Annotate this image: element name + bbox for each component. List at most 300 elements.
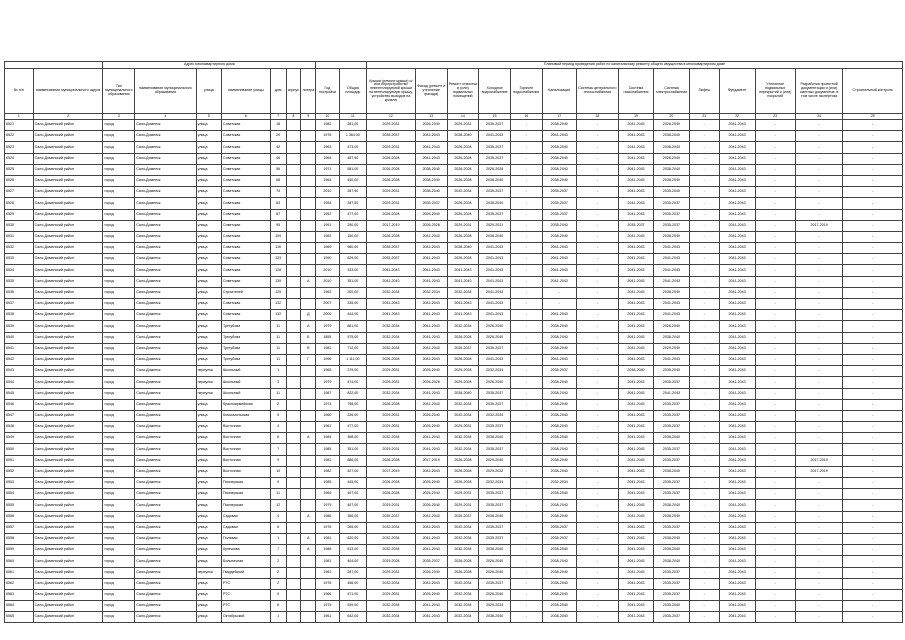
table-cell: -	[689, 377, 719, 388]
table-cell: -	[755, 142, 795, 153]
table-cell: Сало-Доменск	[135, 377, 196, 388]
table-row	[5, 489, 903, 500]
table-row	[5, 153, 903, 164]
table-cell: -	[689, 556, 719, 567]
table-cell: 2038-2040	[479, 612, 511, 623]
table-cell: 2	[270, 556, 286, 567]
table-cell: 2038-2040	[542, 567, 576, 578]
table-cell: 2041-2043	[619, 187, 654, 198]
column-header: Холодное водоснабжение	[479, 69, 511, 114]
table-cell: -	[511, 466, 543, 477]
table-cell	[301, 377, 316, 388]
table-cell: 1982	[316, 120, 339, 131]
table-cell: 2038-2040	[542, 466, 576, 477]
table-cell: 2041-2043	[415, 533, 447, 544]
table-cell: -	[843, 522, 903, 533]
table-cell: 2038-2040	[542, 332, 576, 343]
table-cell: 2038-2040	[542, 511, 576, 522]
table-cell: Сало-Доменский район	[33, 243, 103, 254]
table-cell: 2041-2043	[619, 321, 654, 332]
table-cell: -	[576, 556, 618, 567]
table-cell: 68	[270, 175, 286, 186]
table-cell: 9	[270, 478, 286, 489]
table-cell	[286, 321, 301, 332]
table-cell: 2041-2043	[719, 209, 755, 220]
table-cell: -	[755, 556, 795, 567]
table-cell: 109	[270, 231, 286, 242]
table-cell: -	[755, 131, 795, 142]
table-cell: Сало-Доменск	[135, 466, 196, 477]
column-header: Канализация	[542, 69, 576, 114]
table-cell: Сало-Доменский район	[33, 556, 103, 567]
table-cell: -	[795, 612, 843, 623]
column-number: 17	[542, 114, 576, 120]
table-cell: 2026-2040	[479, 589, 511, 600]
table-cell: город	[103, 433, 135, 444]
table-cell: 2041-2043	[719, 354, 755, 365]
table-cell: 2032-2034	[447, 287, 479, 298]
table-cell: -	[755, 422, 795, 433]
table-cell: РТС	[222, 578, 271, 589]
table-cell	[301, 567, 316, 578]
table-cell: 351,00	[339, 276, 367, 287]
table-cell: 1991	[316, 220, 339, 231]
header-group-row	[5, 62, 903, 69]
table-cell: -	[843, 545, 903, 556]
table-cell: 6564	[5, 601, 34, 612]
table-cell: 2041-2043	[719, 287, 755, 298]
table-cell	[286, 489, 301, 500]
table-cell: 2041-2043	[619, 455, 654, 466]
table-cell	[286, 444, 301, 455]
table-cell: город	[103, 478, 135, 489]
table-cell: 2038-2040	[542, 231, 576, 242]
column-header: Лифты	[689, 69, 719, 114]
table-cell: Сало-Доменск	[135, 354, 196, 365]
table-cell: -	[843, 444, 903, 455]
table-cell: 2041-2043	[719, 321, 755, 332]
table-cell: город	[103, 265, 135, 276]
table-cell: улица	[196, 601, 221, 612]
table-cell: город	[103, 310, 135, 321]
table-cell: 12	[270, 500, 286, 511]
table-cell: 2041-2043	[619, 198, 654, 209]
table-cell: 2026-2028	[447, 354, 479, 365]
table-cell: 2035-2037	[415, 556, 447, 567]
table-cell: -	[511, 399, 543, 410]
table-cell: -	[843, 399, 903, 410]
table-cell: -	[755, 299, 795, 310]
table-cell: Комсомольская	[222, 410, 271, 421]
table-cell: 2041-2043	[719, 422, 755, 433]
table-cell: Строителей	[222, 287, 271, 298]
table-cell: -	[576, 533, 618, 544]
table-cell: 2041-2043	[719, 164, 755, 175]
table-cell: -	[795, 287, 843, 298]
table-cell: город	[103, 287, 135, 298]
table-cell: -	[511, 187, 543, 198]
table-cell: -	[843, 388, 903, 399]
table-cell	[301, 466, 316, 477]
table-cell: 2026-2040	[415, 500, 447, 511]
table-cell: 407,00	[339, 489, 367, 500]
table-cell: 2038-2040	[542, 120, 576, 131]
table-cell: 2041-2043	[415, 243, 447, 254]
table-cell: Сало-Доменск	[135, 601, 196, 612]
table-cell: Сало-Доменский район	[33, 164, 103, 175]
table-cell	[286, 243, 301, 254]
table-cell: -	[755, 153, 795, 164]
table-cell: Сало-Доменский район	[33, 343, 103, 354]
table-cell: 2032-2034	[367, 533, 416, 544]
table-cell: 820,00	[339, 533, 367, 544]
table-cell: 2038-2040	[542, 388, 576, 399]
table-cell: 2041-2043	[719, 601, 755, 612]
table-cell: -	[576, 489, 618, 500]
table-cell: 2035-2037	[542, 187, 576, 198]
table-cell: -	[576, 131, 618, 142]
table-cell: -	[843, 187, 903, 198]
table-cell: -	[511, 578, 543, 589]
table-cell: город	[103, 243, 135, 254]
table-cell: 2041-2043	[719, 578, 755, 589]
table-cell	[301, 489, 316, 500]
table-cell: 2038-2040	[542, 343, 576, 354]
table-cell	[301, 198, 316, 209]
table-row	[5, 131, 903, 142]
table-cell: 2041-2043	[415, 388, 447, 399]
table-cell: 2038-2040	[542, 612, 576, 623]
column-header: № п/п	[5, 69, 34, 114]
table-cell: 2041-2043	[619, 164, 654, 175]
table-cell: 74	[270, 187, 286, 198]
table-cell: 6542	[5, 354, 34, 365]
header-group-address: Адрес многоквартирного дома	[103, 62, 316, 69]
table-cell: Сало-Доменск	[135, 556, 196, 567]
column-number: 12	[367, 114, 416, 120]
table-cell: 2041-2043	[479, 243, 511, 254]
table-cell	[301, 410, 316, 421]
table-cell: Сало-Доменск	[135, 120, 196, 131]
table-cell: 265,00	[339, 522, 367, 533]
table-cell: 2026-2028	[447, 209, 479, 220]
table-cell: -	[795, 511, 843, 522]
table-cell: 2041-2043	[653, 276, 689, 287]
table-row	[5, 287, 903, 298]
table-row	[5, 299, 903, 310]
table-cell: 1962	[316, 567, 339, 578]
table-cell: -	[511, 366, 543, 377]
table-row	[5, 444, 903, 455]
table-cell: -	[755, 388, 795, 399]
table-cell: Сало-Доменский район	[33, 388, 103, 399]
table-cell: 2038-2040	[653, 175, 689, 186]
table-cell: город	[103, 131, 135, 142]
table-cell: 1979	[316, 321, 339, 332]
table-cell: 445,00	[339, 478, 367, 489]
table-cell: 2038-2040	[653, 231, 689, 242]
table-cell: 2041-2043	[367, 265, 416, 276]
table-cell	[286, 601, 301, 612]
table-cell: 2026-2028	[367, 164, 416, 175]
table-cell: 1	[270, 533, 286, 544]
table-cell: 46	[270, 153, 286, 164]
table-cell: 1979	[316, 377, 339, 388]
table-cell: 2035-2037	[653, 209, 689, 220]
table-cell: 2041-2043	[619, 533, 654, 544]
table-cell: Сало-Доменск	[135, 422, 196, 433]
table-cell: 2041-2043	[619, 120, 654, 131]
table-cell: 2038-2040	[542, 500, 576, 511]
table-cell: 2041-2043	[619, 276, 654, 287]
table-cell: 2035-2037	[367, 254, 416, 265]
table-cell: Советская	[222, 164, 271, 175]
table-cell: 712,00	[339, 343, 367, 354]
table-cell: Сало-Доменск	[135, 545, 196, 556]
table-cell: 6526	[5, 175, 34, 186]
table-cell: -	[576, 220, 618, 231]
table-cell: -	[795, 388, 843, 399]
table-cell: -	[689, 388, 719, 399]
table-cell	[301, 209, 316, 220]
table-cell: Школьный	[222, 366, 271, 377]
table-cell: -	[843, 142, 903, 153]
table-cell: -	[843, 455, 903, 466]
table-cell: Сало-Доменск	[135, 522, 196, 533]
table-cell: 2041-2043	[719, 254, 755, 265]
table-cell: 2041-2043	[719, 220, 755, 231]
table-cell: 2038-2040	[653, 142, 689, 153]
table-cell	[286, 589, 301, 600]
table-cell: 2029-2040	[653, 343, 689, 354]
table-cell: Советская	[222, 276, 271, 287]
table-cell: город	[103, 187, 135, 198]
table-cell: А	[301, 545, 316, 556]
table-cell: Сало-Доменский район	[33, 287, 103, 298]
table-cell: 2041-2043	[542, 354, 576, 365]
table-cell: 2041-2043	[542, 310, 576, 321]
table-cell: улица	[196, 478, 221, 489]
table-cell	[301, 612, 316, 623]
table-cell: 2041-2043	[415, 332, 447, 343]
table-cell: 2026-2028	[447, 556, 479, 567]
table-cell: -	[511, 567, 543, 578]
table-cell: -	[843, 198, 903, 209]
column-header: Система электроснабжения	[653, 69, 689, 114]
table-cell: 2038-2040	[653, 466, 689, 477]
table-cell: 2035-2040	[542, 220, 576, 231]
table-cell: город	[103, 299, 135, 310]
table-cell: 2041-2043	[719, 556, 755, 567]
table-cell	[286, 533, 301, 544]
table-cell: 2038-2040	[542, 142, 576, 153]
table-cell: 2038-2040	[447, 388, 479, 399]
table-cell: -	[755, 231, 795, 242]
table-cell: Сало-Доменск	[135, 164, 196, 175]
table-cell: город	[103, 567, 135, 578]
table-cell: 6544	[5, 377, 34, 388]
table-cell: 2032-2034	[367, 332, 416, 343]
table-cell: 539,00	[339, 601, 367, 612]
table-cell: 2038-2040	[479, 433, 511, 444]
table-cell: 2038-2040	[415, 187, 447, 198]
table-cell: 2017-2019	[795, 466, 843, 477]
table-cell: -	[689, 142, 719, 153]
table-cell: 2041-2043	[619, 601, 654, 612]
table-cell: 2038-2040	[542, 321, 576, 332]
table-cell: 1986	[316, 511, 339, 522]
column-number: 5	[196, 114, 221, 120]
table-cell: 2041-2043	[719, 377, 755, 388]
table-cell: -	[795, 545, 843, 556]
table-cell: 2041-2043	[719, 433, 755, 444]
table-cell: 2041-2043	[619, 466, 654, 477]
table-cell: 642,00	[339, 612, 367, 623]
table-cell: 2035-2037	[653, 578, 689, 589]
column-header: наименование улицы	[222, 69, 271, 114]
table-cell: -	[843, 343, 903, 354]
table-cell: 980,00	[339, 243, 367, 254]
table-cell	[301, 120, 316, 131]
table-cell: 2032-2034	[447, 410, 479, 421]
table-cell: 2032-2034	[447, 545, 479, 556]
table-cell: улица	[196, 466, 221, 477]
table-cell: 2041-2043	[479, 354, 511, 365]
table-cell: -	[795, 164, 843, 175]
table-cell: Сало-Доменск	[135, 567, 196, 578]
table-cell: -	[689, 511, 719, 522]
table-cell: 2026-2028	[447, 466, 479, 477]
table-cell	[286, 299, 301, 310]
table-row	[5, 567, 903, 578]
table-cell	[286, 433, 301, 444]
table-cell: Сало-Доменск	[135, 478, 196, 489]
table-cell: 1961	[316, 612, 339, 623]
table-cell: 575,00	[339, 332, 367, 343]
table-cell: 2032-2034	[447, 522, 479, 533]
table-cell: 2041-2043	[653, 265, 689, 276]
table-cell: 2035-2037	[479, 533, 511, 544]
table-cell: Сало-Доменский район	[33, 455, 103, 466]
table-cell	[301, 444, 316, 455]
column-header: Система центрального теплоснабжения	[576, 69, 618, 114]
table-cell: 2032-2034	[447, 589, 479, 600]
table-cell: 2032-2034	[415, 287, 447, 298]
table-cell: 2026-2028	[415, 220, 447, 231]
table-cell: Сало-Доменский район	[33, 265, 103, 276]
table-cell: 2026-2028	[415, 377, 447, 388]
table-cell: -	[689, 601, 719, 612]
column-number: 1	[5, 114, 34, 120]
table-cell: 2032-2034	[367, 433, 416, 444]
table-cell: улица	[196, 500, 221, 511]
table-cell: -	[795, 567, 843, 578]
table-cell: 822,00	[339, 388, 367, 399]
table-cell: 2035-2037	[479, 343, 511, 354]
table-cell: 2041-2043	[415, 321, 447, 332]
table-cell: Трегубова	[222, 343, 271, 354]
table-cell: 1965	[316, 366, 339, 377]
table-cell: -	[755, 612, 795, 623]
table-row	[5, 231, 903, 242]
table-cell: Сало-Доменск	[135, 310, 196, 321]
table-cell: 83	[270, 198, 286, 209]
table-cell: 6525	[5, 164, 34, 175]
table-cell: 2010	[316, 187, 339, 198]
table-cell: Сало-Доменск	[135, 265, 196, 276]
table-cell: 2041-2043	[653, 354, 689, 365]
table-cell: Д	[301, 310, 316, 321]
table-cell: -	[511, 276, 543, 287]
table-cell: 1981	[316, 556, 339, 567]
table-cell: -	[689, 422, 719, 433]
table-cell: Сало-Доменский район	[33, 131, 103, 142]
table-cell: 2038-2040	[479, 175, 511, 186]
table-cell: Сало-Доменский район	[33, 198, 103, 209]
table-cell: улица	[196, 276, 221, 287]
table-cell: 2035-2037	[447, 343, 479, 354]
table-cell: -	[843, 612, 903, 623]
table-cell: 2041-2043	[719, 276, 755, 287]
table-cell: 2041-2043	[619, 511, 654, 522]
table-row	[5, 601, 903, 612]
table-cell: -	[576, 444, 618, 455]
table-cell: 2038-2040	[542, 444, 576, 455]
table-cell: 2035-2037	[479, 120, 511, 131]
table-cell: 2026-2028	[367, 354, 416, 365]
table-cell: 2041-2043	[415, 131, 447, 142]
table-cell: 2038-2040	[542, 399, 576, 410]
table-cell: -	[576, 265, 618, 276]
table-cell: 477,00	[339, 209, 367, 220]
table-cell: улица	[196, 612, 221, 623]
table-cell: -	[843, 254, 903, 265]
table-cell: 6537	[5, 299, 34, 310]
table-cell: 2026-2028	[367, 153, 416, 164]
table-cell: -	[511, 377, 543, 388]
table-cell: -	[511, 589, 543, 600]
table-cell	[286, 175, 301, 186]
table-cell: -	[755, 410, 795, 421]
table-cell	[301, 478, 316, 489]
table-cell	[301, 231, 316, 242]
table-cell: -	[755, 567, 795, 578]
table-cell	[286, 354, 301, 365]
table-cell: -	[795, 533, 843, 544]
table-cell: 2038-2040	[653, 332, 689, 343]
table-cell: 2026-2028	[447, 175, 479, 186]
table-row	[5, 478, 903, 489]
table-row	[5, 589, 903, 600]
table-cell: 2038-2040	[542, 377, 576, 388]
table-cell: 2041-2043	[719, 366, 755, 377]
table-cell	[301, 500, 316, 511]
table-cell: -	[689, 500, 719, 511]
column-header: Горячее водоснабжение	[511, 69, 543, 114]
table-cell: -	[755, 511, 795, 522]
table-cell: 1952	[316, 209, 339, 220]
table-cell: 2032-2034	[447, 578, 479, 589]
table-cell: -	[795, 578, 843, 589]
table-cell	[301, 243, 316, 254]
table-cell: -	[689, 287, 719, 298]
table-cell: РТС	[222, 601, 271, 612]
table-cell: 6543	[5, 366, 34, 377]
table-cell: Сало-Доменск	[135, 243, 196, 254]
table-cell: Сало-Доменский район	[33, 399, 103, 410]
table-cell: 2026-2040	[653, 120, 689, 131]
table-cell: город	[103, 589, 135, 600]
